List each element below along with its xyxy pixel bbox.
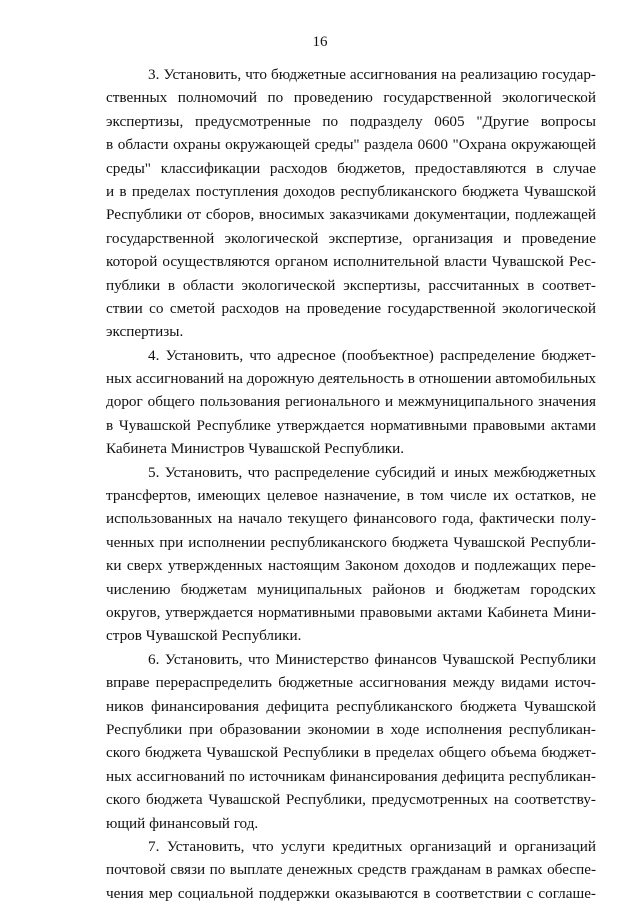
text-line: 5. Установить, что распределение субсидий и иных межбюджетных xyxy=(148,463,596,481)
text-line: ющий финансовый год. xyxy=(106,814,259,832)
text-line: ского бюджета Чувашской Республики, предусмотренных на соответству- xyxy=(106,791,596,809)
text-line: трансфертов, имеющих целевое назначение, в том числе их остатков, не xyxy=(106,487,596,505)
text-line: чения мер социальной поддержки оказываются в соответствии с соглаше- xyxy=(106,884,596,902)
text-line: Кабинета Министров Чувашской Республики. xyxy=(106,440,405,458)
paragraph-item-7 xyxy=(106,835,596,905)
text-line: среды" классификации расходов бюджетов, предоставляются в случае xyxy=(106,159,596,177)
text-line: в области охраны окружающей среды" раздела 0600 "Охрана окружающей xyxy=(106,136,596,154)
text-line: Республики от сборов, вносимых заказчиками документации, подлежащей xyxy=(106,206,596,224)
text-line: ствии со сметой расходов на проведение государственной экологической xyxy=(106,299,596,317)
paragraph-item-3 xyxy=(106,63,596,344)
text-line: которой осуществляются органом исполнительной власти Чувашской Рес- xyxy=(106,253,596,271)
text-line: ников финансирования дефицита республиканского бюджета Чувашской xyxy=(106,697,596,715)
text-line: ных ассигнований по источникам финансирования дефицита республикан- xyxy=(106,767,596,785)
text-line: ченных при исполнении республиканского бюджета Чувашской Республи- xyxy=(106,533,596,551)
paragraph-item-6 xyxy=(106,648,596,835)
text-line: и в пределах поступления доходов республиканского бюджета Чувашской xyxy=(106,182,596,200)
text-line: 6. Установить, что Министерство финансов Чувашской Республики xyxy=(148,650,596,668)
text-line: 3. Установить, что бюджетные ассигнования на реализацию государ- xyxy=(148,66,596,83)
text-line: дорог общего пользования регионального и межмуниципального значения xyxy=(106,393,596,411)
page-number: 16 xyxy=(312,34,328,50)
text-line: ки сверх утвержденных настоящим Законом доходов и подлежащих пере- xyxy=(106,557,596,575)
text-line: стров Чувашской Республики. xyxy=(106,627,302,645)
text-line: Республики при образовании экономии в ходе исполнения республикан- xyxy=(106,720,596,738)
text-line: 4. Установить, что адресное (пообъектное) распределение бюджет- xyxy=(148,346,596,364)
document-body xyxy=(106,63,596,905)
text-line: ского бюджета Чувашской Республики в пределах общего объема бюджет- xyxy=(106,744,596,762)
text-line: округов, утверждается нормативными правовыми актами Кабинета Мини- xyxy=(106,603,596,621)
text-line: в Чувашской Республике утверждается нормативными правовыми актами xyxy=(106,416,596,434)
text-line: 7. Установить, что услуги кредитных организаций и организаций xyxy=(148,837,596,855)
text-line: почтовой связи по выплате денежных средств гражданам в рамках обеспе- xyxy=(106,861,596,879)
text-line: ных ассигнований на дорожную деятельность в отношении автомобильных xyxy=(106,370,596,388)
paragraph-item-4 xyxy=(106,344,596,461)
text-line: экспертизы, предусмотренные по подразделу 0605 "Другие вопросы xyxy=(106,112,596,130)
paragraph-item-5 xyxy=(106,461,596,648)
text-line: публики в области экологической экспертизы, рассчитанных в соответ- xyxy=(106,276,596,294)
text-line: использованных на начало текущего финансового года, фактически полу- xyxy=(106,510,596,528)
text-line: числению бюджетам муниципальных районов и бюджетам городских xyxy=(106,580,596,598)
text-line: экспертизы. xyxy=(106,323,184,341)
text-line: вправе перераспределить бюджетные ассигнования между видами источ- xyxy=(106,674,596,692)
text-line: государственной экологической экспертизе, организация и проведение xyxy=(106,229,596,247)
text-line: ственных полномочий по проведению государственной экологической xyxy=(106,89,596,107)
